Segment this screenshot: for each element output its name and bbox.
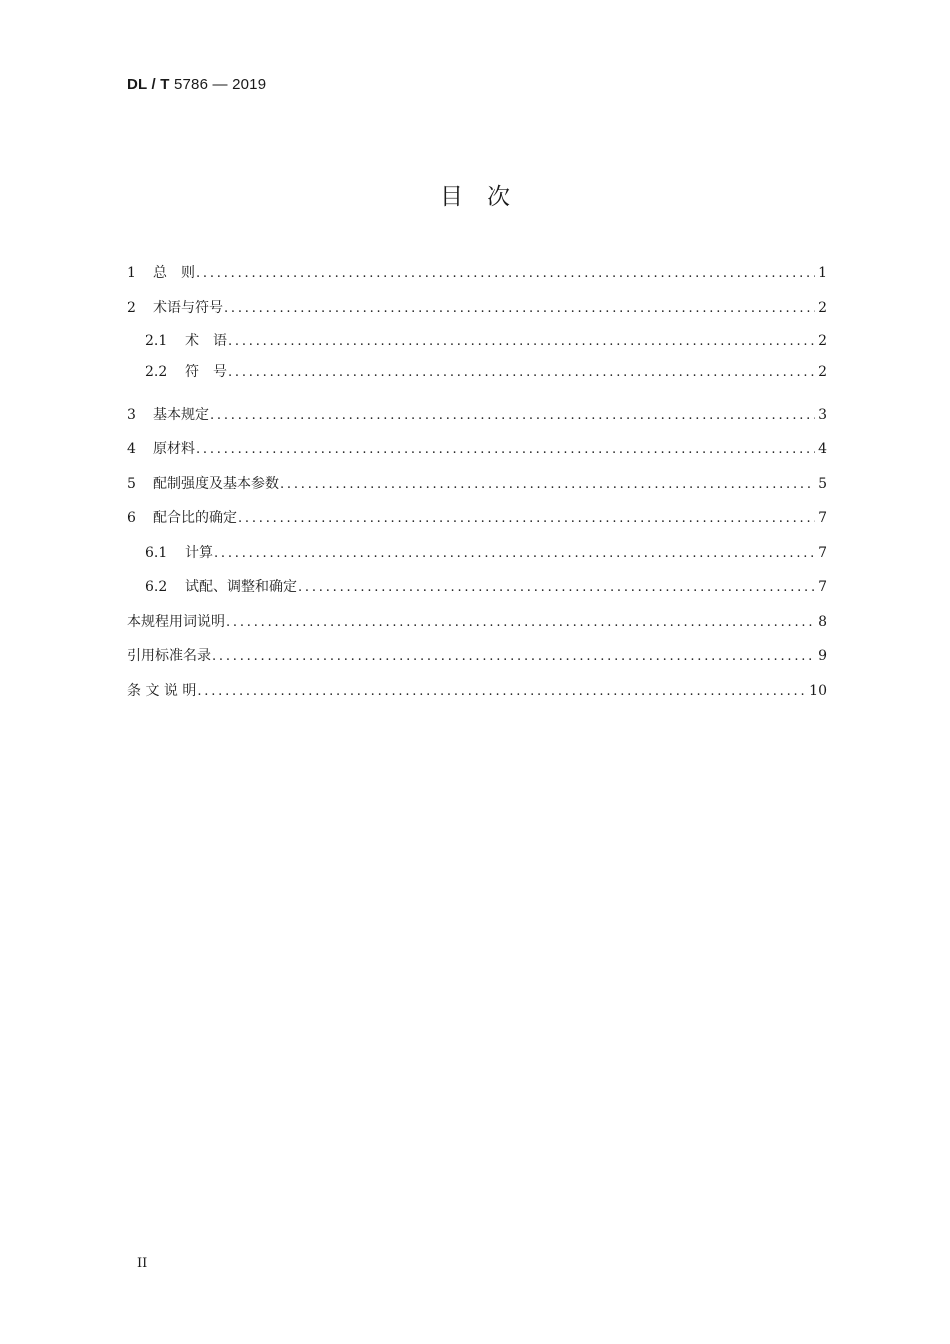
toc-entry-page: 5: [818, 476, 827, 492]
toc-entry[interactable]: [127, 473, 827, 495]
toc-entry-label: 引用标准名录: [127, 648, 211, 664]
standard-code: DL / T: [127, 76, 170, 93]
toc-entry-page: 9: [818, 648, 827, 664]
toc-leader-dots: [210, 408, 815, 423]
toc-entry-page: 4: [818, 441, 827, 457]
toc-entry-page: 3: [818, 407, 827, 423]
toc-entry[interactable]: [145, 330, 827, 352]
toc-leader-dots: [226, 615, 815, 630]
toc-entry-number: 5: [127, 476, 136, 492]
toc-leader-dots: [196, 266, 815, 281]
toc-entry[interactable]: [127, 680, 827, 702]
toc-entry[interactable]: [127, 297, 827, 319]
toc-entry-number: 6: [127, 510, 136, 526]
toc-entry-number: 2.1: [145, 333, 168, 349]
toc-entry-page: 10: [809, 683, 827, 699]
toc-entry-page: 2: [818, 333, 827, 349]
toc-leader-dots: [196, 442, 815, 457]
toc-entry[interactable]: [127, 262, 827, 284]
toc-entry[interactable]: [127, 438, 827, 460]
toc-entry-label: 总 则: [153, 265, 195, 281]
toc-leader-dots: [214, 546, 815, 561]
toc-leader-dots: [238, 511, 815, 526]
toc-entry-page: 7: [818, 545, 827, 561]
toc-entry-label: 基本规定: [153, 407, 209, 423]
toc-entry-page: 2: [818, 300, 827, 316]
toc-leader-dots: [298, 580, 815, 595]
toc-entry-label: 配制强度及基本参数: [153, 476, 279, 492]
toc-entry-page: 2: [818, 364, 827, 380]
toc-entry-label: 条 文 说 明: [127, 683, 197, 699]
toc-leader-dots: [224, 301, 815, 316]
toc-entry-number: 2: [127, 300, 136, 316]
toc-entry[interactable]: [145, 576, 827, 598]
toc-entry-label: 计算: [185, 545, 213, 561]
document-header: [127, 76, 266, 93]
standard-number: 5786 — 2019: [173, 76, 267, 93]
toc-entry[interactable]: [127, 611, 827, 633]
toc-entry-number: 6.1: [145, 545, 168, 561]
toc-entry-label: 术语与符号: [153, 300, 223, 316]
toc-entry[interactable]: [145, 361, 827, 383]
toc-leader-dots: [280, 477, 815, 492]
toc-entry-label: 本规程用词说明: [127, 614, 225, 630]
toc-entry-page: 8: [818, 614, 827, 630]
page-number: II: [137, 1256, 148, 1271]
toc-entry[interactable]: [127, 645, 827, 667]
toc-entry[interactable]: [145, 542, 827, 564]
toc-entry-number: 6.2: [145, 579, 168, 595]
toc-entry-number: 2.2: [145, 364, 168, 380]
toc-entry-label: 符 号: [185, 364, 227, 380]
toc-entry-label: 原材料: [153, 441, 195, 457]
toc-leader-dots: [228, 365, 815, 380]
toc-entry-page: 7: [818, 510, 827, 526]
toc-entry-number: 3: [127, 407, 136, 423]
toc-entry[interactable]: [127, 507, 827, 529]
toc-entry-number: 1: [127, 265, 136, 281]
page-title: 目次: [440, 184, 534, 210]
toc-entry[interactable]: [127, 404, 827, 426]
toc-entry-number: 4: [127, 441, 136, 457]
toc-entry-label: 试配、调整和确定: [185, 579, 297, 595]
toc-entry-page: 1: [818, 265, 827, 281]
toc-leader-dots: [197, 684, 806, 699]
toc-entry-label: 术 语: [185, 333, 227, 349]
toc-entry-label: 配合比的确定: [153, 510, 237, 526]
toc-entry-page: 7: [818, 579, 827, 595]
toc-leader-dots: [228, 334, 815, 349]
toc-leader-dots: [212, 649, 815, 664]
